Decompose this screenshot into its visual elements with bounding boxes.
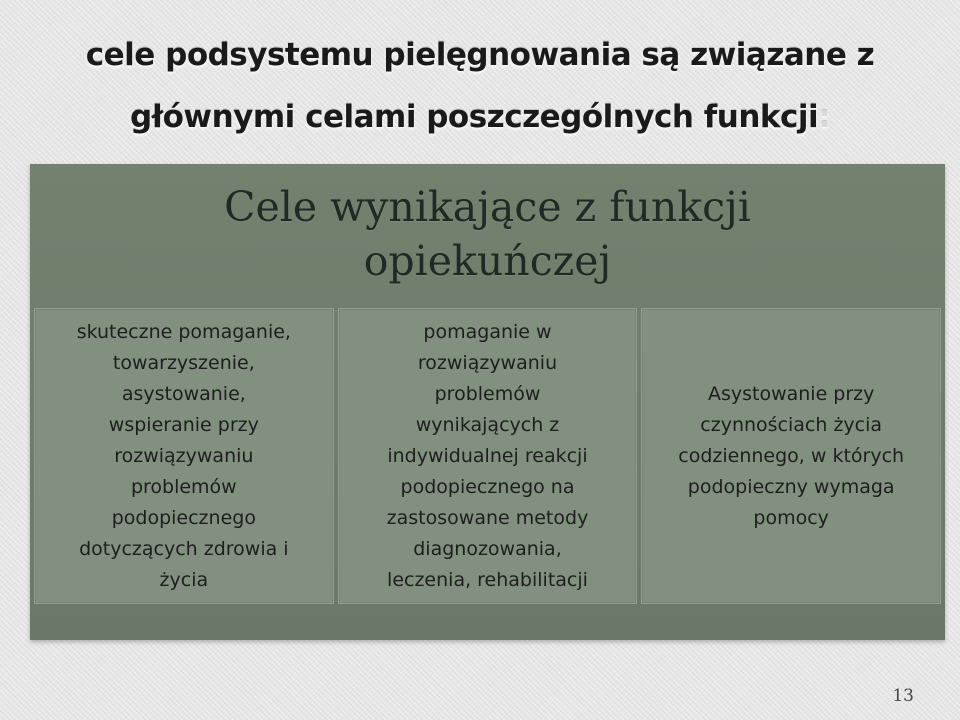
goal-column-2-line: diagnozowania, <box>413 537 562 560</box>
goal-column-3-line: czynnościach życia <box>700 413 883 436</box>
goal-column-2-line: rozwiązywaniu <box>417 351 558 374</box>
goal-column-2-line: zastosowane metody <box>386 506 589 529</box>
goal-column-1 <box>34 308 334 604</box>
goal-column-2-line: indywidualnej reakcji <box>387 444 588 467</box>
diagram-header-line-1: Cele wynikające z funkcji <box>224 183 751 231</box>
goal-column-1-line: skuteczne pomaganie, <box>76 320 291 343</box>
goal-column-1-line: towarzyszenie, <box>112 351 255 374</box>
slide-title-line-1: cele podsystemu pielęgnowania są związane z <box>85 37 875 73</box>
slide-title-line-2 <box>40 86 920 148</box>
slide-title-colon: : <box>818 99 831 135</box>
goal-column-2-line: wynikających z <box>415 413 560 436</box>
goal-column-2-line: podopiecznego na <box>400 475 575 498</box>
goal-column-1-line: wspieranie przy <box>108 413 259 436</box>
goal-column-1-line: problemów <box>130 475 237 498</box>
goal-column-1-text <box>77 317 291 596</box>
goal-column-3-text <box>678 379 904 534</box>
goal-column-3-line: codziennego, w których <box>678 444 905 467</box>
diagram-header <box>30 164 945 304</box>
goal-column-2-text <box>387 317 589 596</box>
diagram-header-text <box>178 180 798 288</box>
goals-diagram <box>30 164 945 640</box>
goal-column-2 <box>338 308 638 604</box>
goal-column-2-line: leczenia, rehabilitacji <box>387 568 588 591</box>
slide-title-line-2-text: głównymi celami poszczególnych funkcji <box>129 99 819 135</box>
goal-column-1-line: dotyczących zdrowia i <box>79 537 289 560</box>
goal-column-3-line: pomocy <box>753 506 829 529</box>
diagram-columns <box>34 308 941 604</box>
page-number: 13 <box>892 686 914 706</box>
goal-column-3 <box>641 308 941 604</box>
goal-column-1-line: podopiecznego <box>111 506 256 529</box>
goal-column-3-line: Asystowanie przy <box>707 382 875 405</box>
goal-column-1-line: asystowanie, <box>121 382 246 405</box>
goal-column-1-line: rozwiązywaniu <box>114 444 254 467</box>
diagram-header-line-2: opiekuńczej <box>363 237 612 285</box>
goal-column-2-line: problemów <box>434 382 541 405</box>
goal-column-2-line: pomaganie w <box>423 320 552 343</box>
goal-column-3-line: podopieczny wymaga <box>687 475 895 498</box>
goal-column-1-line: życia <box>159 568 209 591</box>
slide-title <box>40 24 920 148</box>
